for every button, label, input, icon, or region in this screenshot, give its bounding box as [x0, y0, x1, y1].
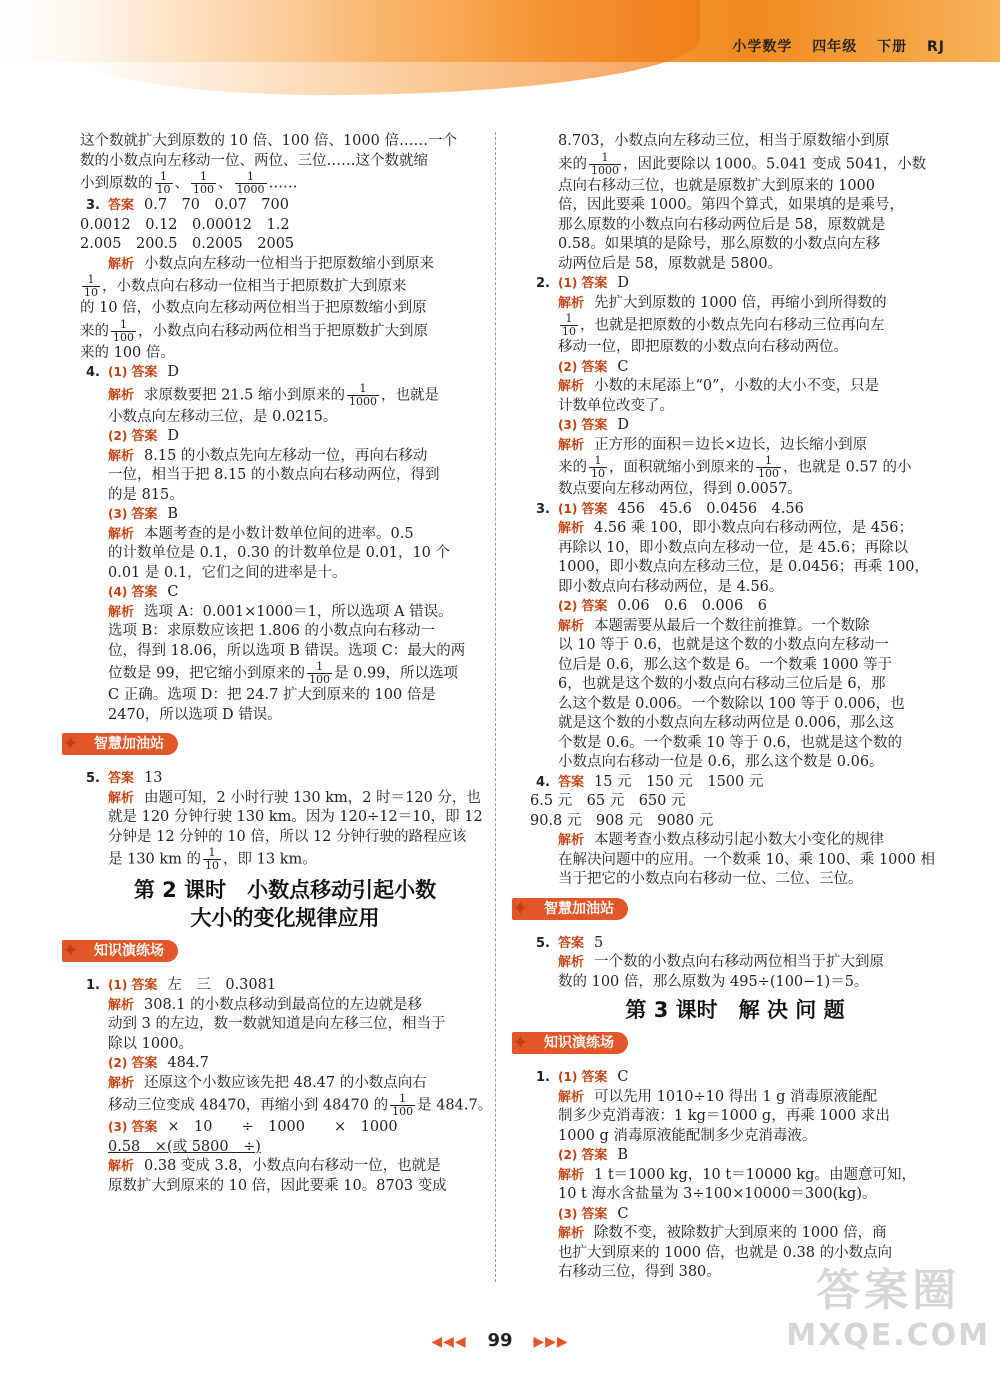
- text-line: 位后是 0.6，那么这个数是 6。一个数乘 1000 等于: [558, 656, 893, 673]
- text-line: 再除以 10，即小数点向左移动一位，是 45.6；再除以: [558, 539, 908, 556]
- right-column: [512, 132, 940, 1283]
- text-line: 计数单位改变了。: [558, 397, 674, 414]
- text-line: 分钟是 12 分钟的 10 倍，所以 12 分钟行驶的路程应该: [108, 828, 467, 845]
- l2-question-1-3-analysis: 解析 0.38 变成 3.8，小数点向右移动一位，也就是: [108, 1158, 441, 1174]
- text-line: 那么原数的小数点向右移动两位后是 58，原数就是: [558, 216, 886, 233]
- question-3-analysis: 解析 小数点向左移动一位相当于把原数缩小到原来: [108, 255, 435, 272]
- text-line: 2470，所以选项 D 错误。: [108, 706, 282, 723]
- question-2-1-answer: 2. (1) 答案 D: [536, 275, 629, 291]
- fraction: $\frac{1}{1000}$: [236, 170, 265, 196]
- text-line: 位，得到 18.06，所以选项 B 错误。选项 C：最大的两: [108, 642, 466, 659]
- zhishi-banner: ✦ 知识演练场: [512, 1032, 940, 1058]
- question-3-2-analysis: 解析 本题需要从最后一个数往前推算。一个数除: [558, 617, 870, 634]
- text-line: 小到原数的 $\frac{1}{10}$ 、 $\frac{1}{100}$ 、 $\frac{1}{1000}$ ……: [80, 170, 298, 196]
- text-line: 点向右移动三位，也就是原数扩大到原来的 1000: [558, 177, 876, 194]
- text-line: 即小数点向右移动两位，是 4.56。: [558, 578, 784, 595]
- runner-icon: ✦: [62, 731, 79, 755]
- text-line: 么这个数是 0.006。一个数除以 100 等于 0.006，也: [558, 695, 905, 712]
- text-line: 8.703，小数点向左移动三位，相当于原数缩小到原: [558, 133, 890, 149]
- text-line: 10 t 海水含盐量为 3÷100×10000＝300(kg)。: [558, 1186, 877, 1202]
- text-line: $\frac{1}{10}$ ，小数点向右移动一位相当于把原数扩大到原来: [84, 273, 407, 299]
- fraction: $\frac{1}{10}$: [562, 312, 576, 338]
- text-line: 右移动三位，得到 380。: [558, 1264, 721, 1280]
- text-line: 0.58。如果填的是除号，那么原数的小数点向左移: [558, 236, 881, 252]
- question-4-2-analysis: 解析 8.15 的小数点先向左移动一位，再向右移动: [108, 447, 428, 464]
- text-line: 制多少克消毒液：1 kg＝1000 g，再乘 1000 求出: [558, 1108, 890, 1124]
- fraction: $\frac{1}{100}$: [309, 660, 331, 686]
- text-line: 个数是 0.6。一个数乘 10 等于 0.6，也就是这个数的: [558, 734, 903, 751]
- question-5-answer: 5. 答案 13: [86, 770, 163, 786]
- text-line: 1000，即小数点向左移动三位，是 0.0456；再乘 100，: [558, 559, 930, 575]
- text-line: 2.005 200.5 0.2005 2005: [80, 236, 295, 252]
- fraction: $\frac{1}{100}$: [193, 170, 214, 196]
- question-3-answer: 3. 答案 0.7 70 0.07 700: [86, 197, 289, 213]
- question-4-4-analysis: 解析 选项 A：0.001×1000＝1，所以选项 A 错误。: [108, 603, 453, 620]
- l2-question-1-2-answer: (2) 答案 484.7: [108, 1055, 209, 1071]
- question-2-3-answer: (3) 答案 D: [558, 417, 629, 433]
- question-4-4-answer: (4) 答案 C: [108, 584, 179, 600]
- fraction: $\frac{1}{1000}$: [591, 150, 619, 177]
- page-number: 99: [487, 1330, 513, 1351]
- text-line: $\frac{1}{10}$ ，也就是把原数的小数点先向右移动三位再向左: [562, 312, 885, 338]
- l3-question-1-2-analysis: 解析 1 t＝1000 kg，10 t＝10000 kg。由题意可知，: [558, 1166, 916, 1183]
- text-line: 原数扩大到原来的 10 倍，因此要乘 10。8703 变成: [108, 1177, 447, 1194]
- left-arrows-icon: ◀◀◀: [431, 1334, 467, 1350]
- runner-icon: ✦: [62, 938, 79, 962]
- volume: 下册: [877, 39, 908, 55]
- fraction: $\frac{1}{10}$: [205, 846, 220, 872]
- question-2-3-analysis: 解析 正方形的面积＝边长×边长，边长缩小到原: [558, 436, 868, 453]
- text-line: 来的 $\frac{1}{10}$ ，面积就缩小到原来的 $\frac{1}{100}$ ，也就是 0.57 的小: [558, 454, 912, 480]
- question-5-answer: 5. 答案 5: [536, 934, 604, 951]
- text-line: 数的小数点向左移动一位、两位、三位……这个数就缩: [80, 152, 428, 169]
- question-4-1-answer: 4. (1) 答案 D: [86, 364, 179, 380]
- runner-icon: ✦: [512, 1030, 529, 1054]
- fraction: $\frac{1}{10}$: [84, 273, 98, 299]
- left-column: [62, 132, 493, 1196]
- text-line: 这个数就扩大到原数的 10 倍、100 倍、1000 倍……一个: [80, 133, 457, 149]
- fraction: $\frac{1}{10}$: [591, 454, 605, 480]
- text-line: 以 10 等于 0.6，也就是这个数的小数点向左移动一: [558, 637, 889, 653]
- text-line: 6.5 元 65 元 650 元: [530, 793, 686, 809]
- fraction: $\frac{1}{100}$: [113, 317, 134, 344]
- question-2-2-analysis: 解析 小数的末尾添上“0”，小数的大小不变，只是: [558, 378, 880, 394]
- text-line: 0.0012 0.12 0.00012 1.2: [80, 216, 290, 233]
- question-4-1-analysis: 解析 求原数要把 21.5 缩小到原来的 $\frac{1}{1000}$ ，也就是: [108, 381, 440, 408]
- question-4-answer: 4. 答案 15 元 150 元 1500 元: [536, 773, 764, 790]
- question-5-analysis: 解析 由题可知，2 小时行驶 130 km，2 时＝120 分，也: [108, 789, 481, 806]
- column-divider: [495, 132, 496, 1282]
- text-line: C 正确。选项 D：把 24.7 扩大到原来的 100 倍是: [108, 687, 436, 703]
- text-line: 倍，因此要乘 1000。第四个算式，如果填的是乘号，: [558, 197, 905, 213]
- text-line: 当于把它的小数点向右移动一位、二位、三位。: [558, 871, 863, 887]
- question-3-1-answer: 3. (1) 答案 456 45.6 0.0456 4.56: [536, 500, 804, 517]
- text-line: 位数是 99，把它缩小到原来的 $\frac{1}{100}$ 是 0.99，所以选项: [108, 660, 458, 686]
- page-header: [0, 0, 1000, 62]
- text-line: 移动一位，即把原数的小数点向右移动两位。: [558, 339, 848, 355]
- lesson-3-title: 第 3 课时 解 决 问 题: [625, 998, 845, 1022]
- text-line: 0.58 ×(或 5800 ÷): [108, 1138, 261, 1155]
- header-swoosh: [80, 0, 700, 95]
- fraction: $\frac{1}{100}$: [758, 454, 779, 480]
- text-line: 90.8 元 908 元 9080 元: [530, 812, 714, 829]
- text-line: 数的 100 倍，那么原数为 495÷(100−1)＝5。: [558, 973, 869, 990]
- text-line: 的 10 倍，小数点向左移动两位相当于把原数缩小到原: [80, 300, 427, 316]
- l2-question-1-1-answer: 1. (1) 答案 左 三 0.3081: [86, 977, 277, 993]
- text-line: 在解决问题中的应用。一个数乘 10、乘 100、乘 1000 相: [558, 851, 935, 868]
- question-4-3-analysis: 解析 本题考查的是小数计数单位间的进率。0.5: [108, 525, 414, 542]
- text-line: 来的 $\frac{1}{100}$ ，小数点向右移动两位相当于把原数扩大到原: [80, 317, 428, 344]
- l3-question-1-3-answer: (3) 答案 C: [558, 1205, 629, 1222]
- text-line: 的是 815。: [108, 486, 184, 503]
- question-3-2-answer: (2) 答案 0.06 0.6 0.006 6: [558, 598, 767, 614]
- l2-question-1-3-answer: (3) 答案 × 10 ÷ 1000 × 1000: [108, 1119, 398, 1135]
- question-5-analysis: 解析 一个数的小数点向右移动两位相当于扩大到原: [558, 954, 885, 970]
- watermark-bottom: MXQE.COM: [786, 1318, 990, 1353]
- lesson-2-title: 第 2 课时 小数点移动引起小数 大小的变化规律应用: [133, 878, 437, 930]
- subject: 小学数学: [732, 39, 793, 55]
- text-line: 1000 g 消毒原液能配制多少克消毒液。: [558, 1127, 817, 1144]
- watermark-top: 答案圈: [816, 1265, 961, 1316]
- fraction: $\frac{1}{10}$: [156, 170, 171, 196]
- text-line: 就是 120 分钟行驶 130 km。因为 120÷12＝10，即 12: [108, 809, 483, 825]
- question-2-1-analysis: 解析 先扩大到原数的 1000 倍，再缩小到所得数的: [558, 294, 887, 311]
- edition: RJ: [927, 39, 945, 55]
- text-line: 一位，相当于把 8.15 的小数点向右移动两位，得到: [108, 467, 440, 483]
- text-line: 除以 1000。: [108, 1035, 194, 1052]
- book-title: [718, 36, 945, 56]
- text-line: 的计数单位是 0.1，0.30 的计数单位是 0.01，10 个: [108, 545, 451, 561]
- l3-question-1-1-analysis: 解析 可以先用 1010÷10 得出 1 g 消毒原液能配: [558, 1088, 878, 1105]
- text-line: 小数点向右移动一位是 0.6，那么这个数是 0.06。: [558, 754, 884, 770]
- text-line: 小数点向左移动三位，是 0.0215。: [108, 408, 338, 425]
- text-line: 就是这个数的小数点向左移动两位是 0.006，那么这: [558, 715, 895, 731]
- fraction: $\frac{1}{1000}$: [349, 381, 378, 408]
- l2-question-1-2-analysis: 解析 还原这个小数应该先把 48.47 的小数点向右: [108, 1074, 427, 1091]
- l3-question-1-1-answer: 1. (1) 答案 C: [536, 1069, 629, 1085]
- question-3-1-analysis: 解析 4.56 乘 100，即小数点向右移动两位，是 456；: [558, 520, 913, 536]
- question-4-2-answer: (2) 答案 D: [108, 428, 179, 444]
- text-line: 移动三位变成 48470，再缩小到 48470 的 $\frac{1}{100}$ 是 484.7。: [108, 1092, 493, 1118]
- grade: 四年级: [812, 39, 858, 55]
- text-line: 数点要向左移动两位，得到 0.0057。: [558, 481, 802, 497]
- l3-question-1-3-analysis: 解析 除数不变，被除数扩大到原来的 1000 倍，商: [558, 1225, 887, 1241]
- text-line: 6，也就是这个数的小数点向右移动三位后是 6，那: [558, 676, 886, 692]
- watermark: [786, 1254, 990, 1353]
- text-line: 也扩大到原来的 1000 倍，也就是 0.38 的小数点向: [558, 1244, 893, 1261]
- fraction: $\frac{1}{100}$: [392, 1092, 414, 1118]
- text-line: 是 130 km 的 $\frac{1}{10}$ ，即 13 km。: [108, 846, 317, 872]
- l3-question-1-2-answer: (2) 答案 B: [558, 1147, 628, 1163]
- zhihui-banner: ✦ 智慧加油站: [62, 733, 490, 759]
- text-line: 0.01 是 0.1，它们之间的进率是十。: [108, 564, 347, 581]
- text-line: 来的 100 倍。: [80, 344, 175, 361]
- zhishi-banner: ✦ 知识演练场: [62, 940, 490, 966]
- zhihui-banner: ✦ 智慧加油站: [512, 898, 940, 924]
- question-4-3-answer: (3) 答案 B: [108, 506, 178, 522]
- l2-question-1-1-analysis: 解析 308.1 的小数点移动到最高位的左边就是移: [108, 996, 423, 1013]
- question-2-2-answer: (2) 答案 C: [558, 358, 629, 375]
- text-line: 动两位后是 58，原数就是 5800。: [558, 255, 783, 272]
- runner-icon: ✦: [512, 895, 529, 920]
- question-4-analysis: 解析 本题考查小数点移动引起小数大小变化的规律: [558, 832, 885, 848]
- text-line: 来的 $\frac{1}{1000}$ ，因此要除以 1000。5.041 变成 5041，小数: [558, 150, 927, 177]
- text-line: 选项 B：求原数应该把 1.806 的小数点向右移动一: [108, 623, 435, 639]
- text-line: 动到 3 的左边，数一数就知道是向左移三位，相当于: [108, 1016, 446, 1032]
- right-arrows-icon: ▶▶▶: [533, 1334, 569, 1350]
